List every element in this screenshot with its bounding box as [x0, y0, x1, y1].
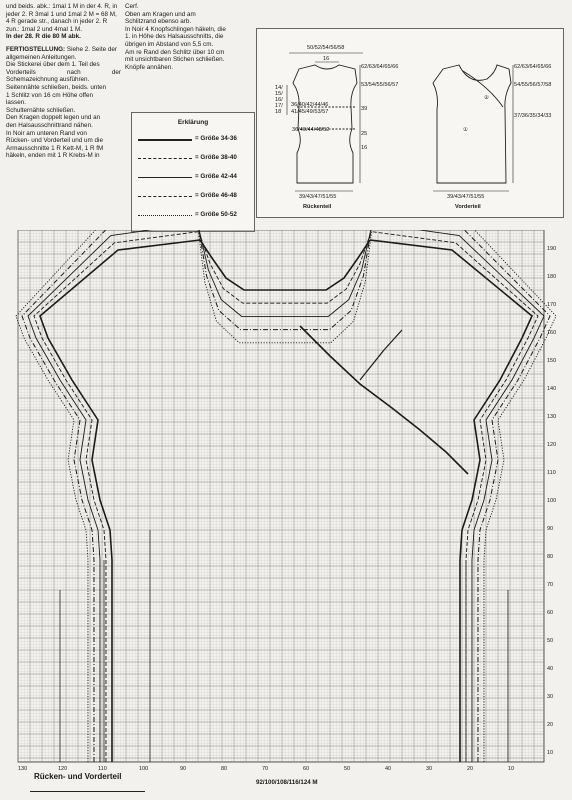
y-tick-label: 20: [547, 722, 554, 728]
instruction-line: mit unsichtbaren Stichen schließen.: [125, 56, 225, 64]
y-tick-label: 50: [547, 638, 554, 644]
back-bust: 36/40/42/44/46: [291, 102, 329, 108]
back-neck: 16: [323, 56, 330, 62]
instructions-column-1: [6, 3, 121, 160]
back-top-width: 50/52/54/56/58: [307, 45, 345, 51]
y-tick-label: 70: [547, 582, 554, 588]
back-left-height: 17/: [275, 103, 283, 109]
back-left-height: 16/: [275, 97, 283, 103]
back-left-height: 15/: [275, 91, 283, 97]
legend-item-46-48: [138, 192, 250, 202]
instruction-line: lassen.: [6, 99, 26, 107]
x-tick-label: 40: [385, 766, 392, 772]
x-tick-label: 90: [180, 766, 187, 772]
instruction-line: übrigen im Abstand von 5,5 cm.: [125, 40, 214, 48]
front-part-1: ①: [463, 127, 469, 133]
instruction-bold: In der 28. R die 80 M abk.: [6, 33, 81, 41]
knitting-chart: [0, 230, 572, 772]
instructions-column-2: [125, 3, 247, 71]
y-tick-label: 100: [547, 498, 557, 504]
legend-label: = Größe 46-48: [195, 192, 237, 199]
y-tick-label: 120: [547, 442, 557, 448]
y-tick-label: 170: [547, 302, 557, 308]
x-tick-label: 60: [303, 766, 310, 772]
front-diagonal-line: [463, 71, 503, 107]
back-right-a: 39: [361, 106, 368, 112]
legend-item-50-52: [138, 211, 250, 221]
front-outline: [433, 65, 511, 183]
y-tick-label: 60: [547, 610, 554, 616]
back-left-height: 18: [275, 109, 282, 115]
back-waist2: 36/40/44/48/52: [292, 127, 330, 133]
instruction-line: 1 Schlitz von 16 cm Höhe offen: [6, 91, 94, 99]
y-tick-label: 130: [547, 414, 557, 420]
instruction-line: Armausschnitte 1 R Kett-M, 1 R fM: [6, 144, 104, 152]
front-piece: [433, 65, 511, 183]
x-tick-label: 120: [58, 766, 68, 772]
front-right-armhole: 54/55/56/57/58: [514, 82, 552, 88]
y-tick-label: 10: [547, 750, 554, 756]
x-tick-label: 80: [221, 766, 228, 772]
chart-caption: Rücken- und Vorderteil: [34, 772, 122, 781]
y-tick-label: 160: [547, 330, 557, 336]
line-swatch: [138, 215, 192, 216]
back-piece-name: Rückenteil: [303, 204, 332, 210]
line-swatch: [138, 196, 192, 197]
chart-grid: [18, 230, 544, 762]
back-bottom: 39/43/47/51/55: [299, 194, 337, 200]
y-tick-label: 80: [547, 554, 554, 560]
x-tick-label: 10: [508, 766, 515, 772]
legend-item-38-40: [138, 154, 250, 164]
y-tick-label: 90: [547, 526, 554, 532]
y-axis-ticks: [547, 246, 556, 756]
instruction-line: In Noir am unteren Rand von: [6, 129, 87, 137]
y-tick-label: 30: [547, 694, 554, 700]
instruction-paragraph: und beids. abk.: 1mal 1 M in der 4. R, in jeder 2. R 3mal 1 und 1mal 2 M = 68 M, 4 R gerade str., danach in jeder 2. R zun.: 1mal 2 und 4mal 1 M.: [6, 3, 118, 33]
x-tick-label: 30: [426, 766, 433, 772]
x-tick-label: 110: [98, 766, 107, 772]
back-right-b: 25: [361, 131, 368, 137]
front-right-lower: 37/36/35/34/33: [514, 113, 552, 119]
instruction-line: Seitennähte schließen, beids. unten: [6, 83, 107, 91]
line-swatch: [138, 139, 192, 141]
legend-label: = Größe 42-44: [195, 173, 237, 180]
back-left-height: 14/: [275, 85, 283, 91]
legend-item-42-44: [138, 173, 250, 183]
instruction-line: den Halsausschnittrand nähen.: [6, 121, 93, 129]
legend-label: = Größe 34-36: [195, 135, 237, 142]
front-bottom: 39/43/47/51/55: [447, 194, 485, 200]
instruction-line: In Noir 4 Knopfschlingen häkeln, die: [125, 25, 226, 33]
legend-box: [131, 112, 255, 232]
x-tick-label: 70: [262, 766, 269, 772]
x-tick-label: 100: [139, 766, 149, 772]
legend-item-34-36: [138, 135, 250, 145]
x-tick-label: 130: [18, 766, 28, 772]
legend-title: Erklärung: [177, 119, 209, 126]
instruction-line: Rücken- und Vorderteil und um die: [6, 137, 103, 145]
instruction-line: Die Stickerei über dem 1. Teil des: [6, 61, 100, 69]
schematic-drawing: [257, 29, 563, 217]
front-piece-name: Vorderteil: [455, 204, 481, 210]
x-tick-label: 20: [467, 766, 474, 772]
instruction-line: Am re Rand den Schlitz über 10 cm: [125, 48, 225, 56]
back-piece: [293, 65, 357, 183]
instruction-line: Oben am Kragen und am: [125, 10, 196, 18]
schematic-box: [256, 28, 564, 218]
y-tick-label: 140: [547, 386, 557, 392]
back-right-c: 16: [361, 145, 368, 151]
back-outline: [293, 65, 357, 183]
fertigstellung-heading: FERTIGSTELLUNG:: [6, 45, 66, 53]
legend-label: = Größe 50-52: [195, 211, 237, 218]
instruction-line: häkeln, enden mit 1 R Krebs-M in: [6, 152, 100, 160]
instruction-line: Vorderteils nach der: [6, 68, 121, 76]
legend-label: = Größe 38-40: [195, 154, 237, 161]
instruction-line: Schlitzrand ebenso arb.: [125, 18, 192, 26]
back-right-armhole: 53/54/55/56/57: [361, 82, 399, 88]
y-tick-label: 110: [547, 470, 556, 476]
instruction-line: Schulternähte schließen.: [6, 106, 76, 114]
fertigstellung-paragraph: [6, 46, 121, 61]
y-tick-label: 180: [547, 274, 557, 280]
back-right-total: 62/63/64/65/66: [361, 64, 399, 70]
y-tick-label: 40: [547, 666, 554, 672]
y-tick-label: 150: [547, 358, 557, 364]
line-swatch: [138, 158, 192, 159]
y-tick-label: 190: [547, 246, 557, 252]
instruction-line: 1. in Höhe des Halsausschnitts, die: [125, 33, 224, 41]
back-waist1: 41/45/49/53/57: [291, 109, 329, 115]
line-swatch: [138, 177, 192, 178]
fertigstellung-text: Siehe 2. Seite der allgemeinen Anleitungen.: [6, 45, 117, 61]
instruction-line: Knöpfe annähen.: [125, 63, 173, 71]
instruction-line: Schemazeichnung ausführen.: [6, 76, 90, 84]
front-right-total: 62/63/64/65/66: [514, 64, 552, 70]
x-tick-label: 50: [344, 766, 351, 772]
instruction-line: Den Kragen doppelt legen und an: [6, 114, 101, 122]
instruction-line: Cerf.: [125, 3, 139, 10]
caption-underline: [30, 791, 145, 792]
chart-stitch-count: 92/100/108/116/124 M: [256, 779, 318, 786]
front-part-2: ②: [484, 95, 490, 101]
